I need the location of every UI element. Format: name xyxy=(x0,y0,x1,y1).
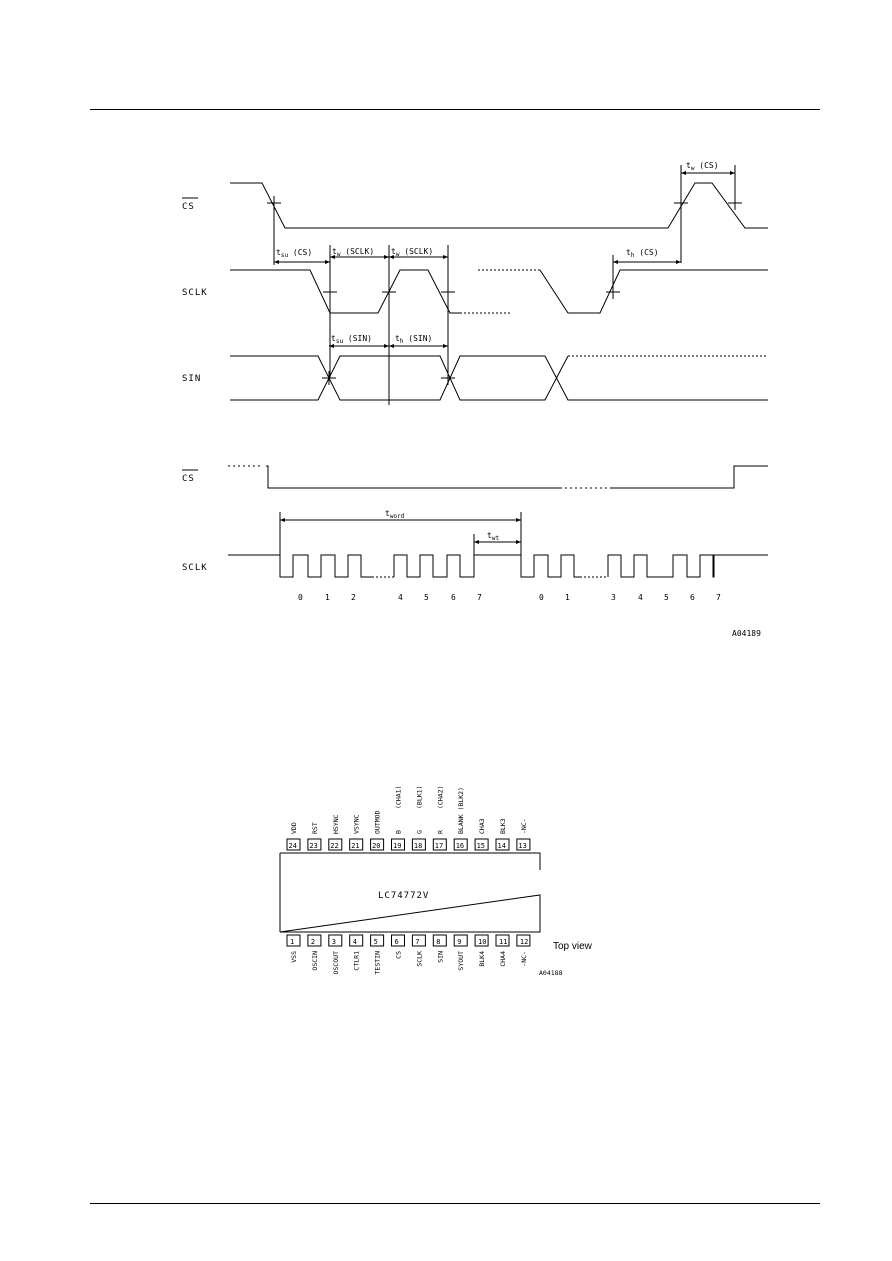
pin-label: BLK4 xyxy=(478,951,487,967)
bit-number: 5 xyxy=(424,593,429,602)
pin-label: CHA3 xyxy=(478,818,487,834)
bit-number: 0 xyxy=(298,593,303,602)
bit-number: 4 xyxy=(398,593,403,602)
label-tw-cs: $t_w$ (CS) xyxy=(686,161,719,172)
pin-number: 7 xyxy=(415,938,420,946)
bit-number: 2 xyxy=(351,593,356,602)
pin-number: 23 xyxy=(309,842,318,850)
pin-number: 6 xyxy=(394,938,399,946)
pin-number: 15 xyxy=(476,842,486,850)
signal-label-sin: SIN xyxy=(182,374,202,384)
pin-number: 22 xyxy=(330,842,339,850)
pin-label: VSS xyxy=(290,951,298,963)
pin-label-alt: (CHA2) xyxy=(436,785,445,809)
pin-label: -NC- xyxy=(519,951,528,967)
pin-number: 20 xyxy=(372,842,381,850)
pin-number: 8 xyxy=(436,938,441,946)
pin-number: 11 xyxy=(499,938,508,946)
figure-code-pinout: A04188 xyxy=(539,969,563,977)
pin-label: VSYNC xyxy=(352,814,361,834)
pin-number: 5 xyxy=(373,938,378,946)
pin-label: CTLR1 xyxy=(352,951,361,971)
pin-number: 1 xyxy=(290,938,295,946)
bit-number: 4 xyxy=(638,593,643,602)
bit-number: 1 xyxy=(565,593,570,602)
pin-label: TESTIN xyxy=(373,951,382,975)
pin-label: OSCIN xyxy=(310,951,319,971)
pin-number: 12 xyxy=(519,938,529,946)
label-th-cs: $t_h$ (CS) xyxy=(626,248,659,259)
pin-number: 17 xyxy=(434,842,444,850)
pin-label: BLANK (BLK2) xyxy=(457,787,466,834)
pin-number: 3 xyxy=(331,938,337,946)
pin-label: B xyxy=(394,830,403,834)
bit-number: 7 xyxy=(716,593,721,602)
pin-label: VDD xyxy=(290,822,298,834)
pin-number: 4 xyxy=(352,938,357,946)
label-tsu-sin: $t_{su}$ (SIN) xyxy=(331,334,372,345)
pin-label-alt: (CHA1) xyxy=(394,785,403,809)
pin-number: 2 xyxy=(310,938,316,946)
pin-label: SIN xyxy=(436,951,445,963)
pin-label: HSYNC xyxy=(331,814,340,834)
label-tsu-cs: $t_{su}$ (CS) xyxy=(276,248,313,259)
pin-label-alt: (BLK1) xyxy=(415,785,424,809)
pin-number: 24 xyxy=(288,842,297,850)
top-view-label: Top view xyxy=(553,941,592,952)
pin-label: RST xyxy=(310,822,319,834)
label-tw-sclk-2: $t_w$ (SCLK) xyxy=(391,247,434,258)
label-tword: $t_{word}$ xyxy=(385,509,405,520)
pin-label: OSCOUT xyxy=(331,951,340,975)
pin-label: -NC- xyxy=(519,818,528,834)
pin-number: 21 xyxy=(351,842,360,850)
pin-number: 19 xyxy=(393,842,402,850)
pin-label: CS xyxy=(394,951,403,959)
chip-name: LC74772V xyxy=(378,891,430,901)
pin-label: CHA4 xyxy=(499,951,507,967)
pin-label: BLK3 xyxy=(499,818,507,834)
signal-label-cs-2: CS xyxy=(182,474,195,484)
bit-number: 3 xyxy=(611,593,616,602)
pin-label: R xyxy=(436,830,445,834)
pin-number: 10 xyxy=(478,938,487,946)
bit-number: 5 xyxy=(664,593,669,602)
signal-label-sclk: SCLK xyxy=(182,288,208,298)
label-tw-sclk-1: $t_w$ (SCLK) xyxy=(332,247,375,258)
bit-number: 1 xyxy=(325,593,330,602)
signal-label-cs: CS xyxy=(182,202,195,212)
bit-number: 6 xyxy=(690,593,695,602)
label-twt: $t_{wt}$ xyxy=(487,531,500,542)
bit-number: 6 xyxy=(451,593,456,602)
bit-number: 7 xyxy=(477,593,482,602)
pin-label: G xyxy=(415,830,424,834)
figure-code-timing: A04189 xyxy=(732,629,761,638)
pin-label: SYOUT xyxy=(457,951,466,971)
pin-number: 13 xyxy=(518,842,527,850)
pin-label: OUTMOD xyxy=(373,810,382,834)
pin-number: 18 xyxy=(413,842,423,850)
bit-number: 0 xyxy=(539,593,544,602)
pin-label: SCLK xyxy=(415,951,424,967)
pin-number: 9 xyxy=(457,938,462,946)
signal-label-sclk-2: SCLK xyxy=(182,563,208,573)
pin-number: 16 xyxy=(455,842,465,850)
label-th-sin: $t_h$ (SIN) xyxy=(395,334,433,345)
pin-number: 14 xyxy=(497,842,506,850)
